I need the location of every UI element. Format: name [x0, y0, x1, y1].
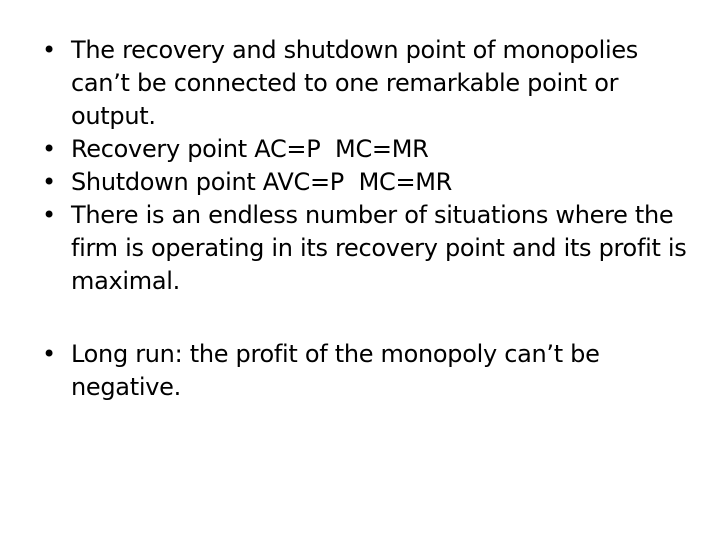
bullet-icon: •: [42, 36, 56, 64]
bullet-text: The recovery and shutdown point of monopolies can’t be connected to one remarkable point or output.: [71, 36, 639, 130]
bullet-icon: •: [42, 340, 56, 368]
bullet-item-recovery-shutdown: [42, 34, 702, 133]
bullet-text: Shutdown point AVC=P MC=MR: [71, 168, 453, 196]
bullet-icon: •: [42, 168, 56, 196]
bullet-list: [42, 34, 702, 404]
bullet-item-shutdown-point: [42, 166, 702, 199]
bullet-text: Long run: the profit of the monopoly can’t be negative.: [71, 340, 600, 401]
bullet-item-recovery-point: [42, 133, 702, 166]
bullet-icon: •: [42, 201, 56, 229]
bullet-text: Recovery point AC=P MC=MR: [71, 135, 429, 163]
bullet-text: There is an endless number of situations where the firm is operating in its recovery point and its profit is maximal.: [71, 201, 687, 295]
bullet-icon: •: [42, 135, 56, 163]
bullet-item-endless-situations: [42, 199, 702, 298]
bullet-item-long-run: [42, 338, 702, 404]
